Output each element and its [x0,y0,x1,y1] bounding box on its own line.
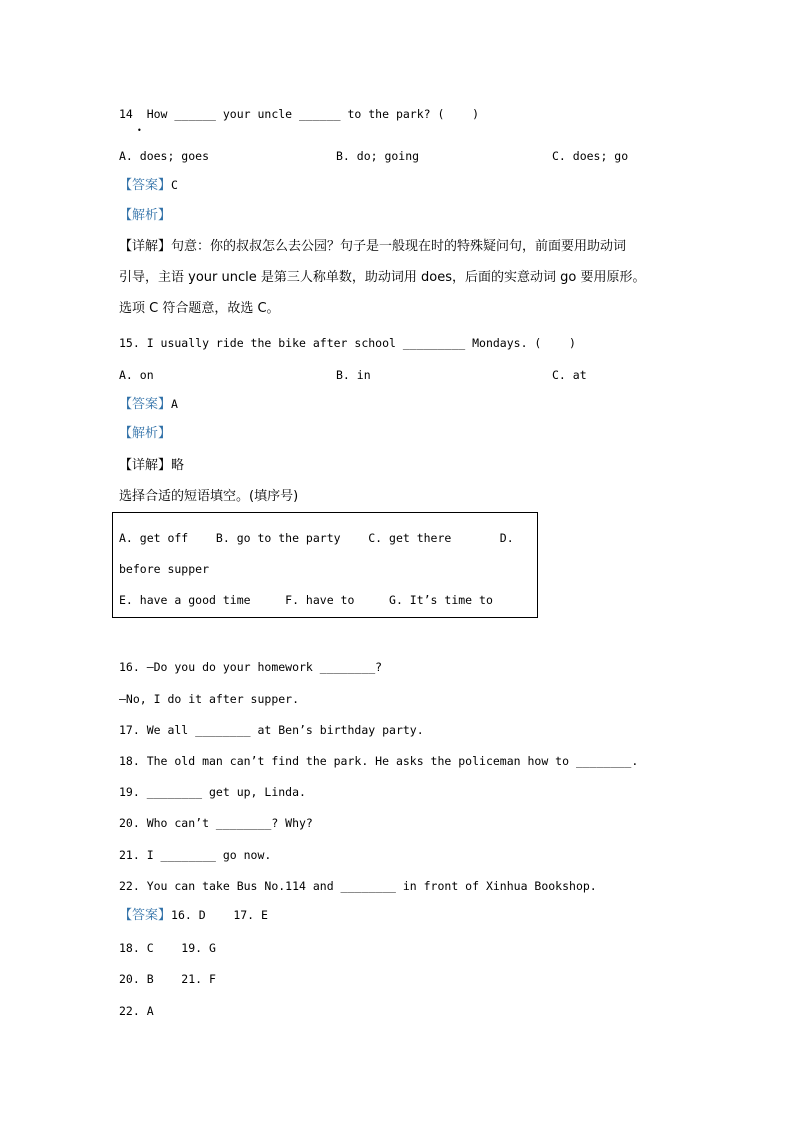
q14-detail [119,239,626,255]
q15-option-b: B. in [336,368,371,382]
detail-tag: 【详解】 [119,239,172,254]
section-instruction: 选择合适的短语填空。(填序号) [119,489,299,504]
answer-tag: 【答案】 [119,908,172,923]
question-17: 17. We all ________ at Ben’s birthday party. [119,723,424,737]
q15-stem: 15. I usually ride the bike after school _________ Mondays. ( ) [119,336,576,350]
answers-line-4: 22. A [119,1004,154,1018]
answers-line-1 [119,907,268,924]
answer-value: A [171,397,178,411]
question-16-reply: —No, I do it after supper. [119,692,300,706]
question-21: 21. I ________ go now. [119,848,272,862]
q14-option-b: B. do; going [336,149,420,163]
phrase-box-line-2: before supper [119,562,210,576]
question-22: 22. You can take Bus No.114 and ________ in front of Xinhua Bookshop. [119,879,597,893]
q14-detail-line-3: 选项 C 符合题意，故选 C。 [119,301,280,316]
detail-tag: 【详解】 [119,458,172,473]
answers-line-3: 20. B 21. F [119,972,216,986]
q14-option-c: C. does; go [552,149,629,163]
phrase-box-line-3: E. have a good time F. have to G. It’s time to [119,593,493,607]
q14-stem: 14 How ______ your uncle ______ to the park? ( ) [119,107,480,121]
question-16: 16. —Do you do your homework ________? [119,660,383,674]
q14-answer [119,177,178,194]
detail-text: 略 [171,458,185,473]
q15-answer [119,396,178,413]
q15-option-a: A. on [119,368,154,382]
q15-analysis-tag: 【解析】 [119,426,172,441]
question-19: 19. ________ get up, Linda. [119,785,306,799]
detail-line-1: 句意：你的叔叔怎么去公园？句子是一般现在时的特殊疑问句，前面要用助动词 [171,239,627,254]
answer-value: C [171,178,178,192]
answers-line-2: 18. C 19. G [119,941,216,955]
q14-option-a: A. does; goes [119,149,210,163]
answer-tag: 【答案】 [119,178,172,193]
question-18: 18. The old man can’t find the park. He asks the policeman how to ________. [119,754,639,768]
question-20: 20. Who can’t ________? Why? [119,816,313,830]
phrase-box-line-1: A. get off B. go to the party C. get there D. [119,531,514,545]
q14-analysis-tag: 【解析】 [119,208,172,223]
q14-marker-dot: • [137,126,142,135]
q14-detail-line-2: 引导，主语 your uncle 是第三人称单数，助动词用 does，后面的实意动词 go 要用原形。 [119,270,646,285]
q15-detail [119,458,184,474]
q15-option-c: C. at [552,368,587,382]
answer-tag: 【答案】 [119,397,172,412]
answers-text-1: 16. D 17. E [171,908,268,922]
